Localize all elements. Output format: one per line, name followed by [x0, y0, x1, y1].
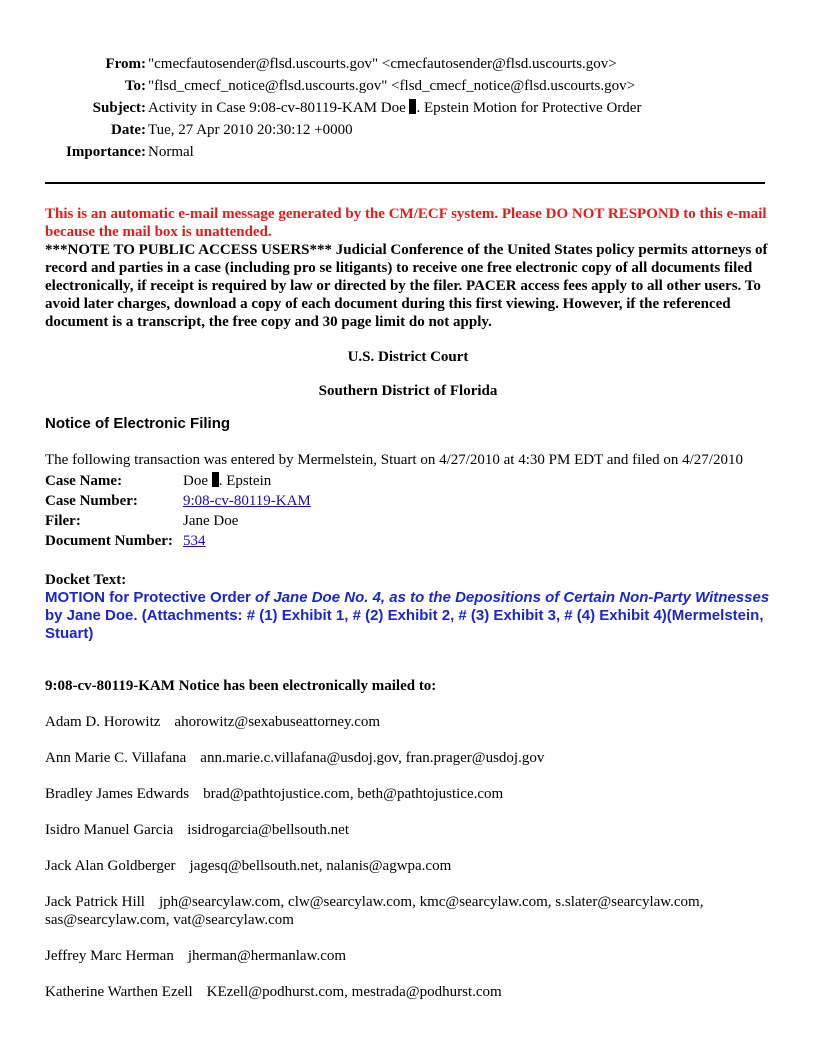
date-value: Tue, 27 Apr 2010 20:30:12 +0000 — [148, 122, 353, 138]
recipient-emails: ahorowitz@sexabuseattorney.com — [174, 714, 381, 730]
case-number-label: Case Number: — [45, 493, 138, 509]
recipient-emails: jph@searcylaw.com, clw@searcylaw.com, kmc@searcylaw.com, s.slater@searcylaw.com, sas@searcylaw.com, vat@searcylaw.com — [45, 894, 704, 928]
recipient-name: Bradley James Edwards — [45, 786, 190, 802]
subject-text-post: . Epstein Motion for Protective Order — [416, 100, 642, 116]
recipient-list — [45, 713, 771, 1001]
filer-label: Filer: — [45, 513, 81, 529]
importance-value: Normal — [148, 144, 194, 160]
filer-row — [45, 511, 313, 531]
recipient-emails: jagesq@bellsouth.net, nalanis@agwpa.com — [189, 858, 452, 874]
email-header — [0, 53, 720, 163]
recipient-name: Jeffrey Marc Herman — [45, 948, 174, 964]
court-name: U.S. District Court — [347, 349, 469, 365]
recipient-item — [45, 947, 771, 965]
mailed-to-heading: 9:08-cv-80119-KAM Notice has been electronically mailed to: — [45, 678, 437, 694]
redaction-box — [212, 472, 219, 487]
recipient-name: Isidro Manuel Garcia — [45, 822, 174, 838]
recipient-item — [45, 713, 771, 731]
date-row — [0, 119, 720, 141]
recipient-emails: jherman@hermanlaw.com — [187, 948, 347, 964]
from-label: From: — [105, 56, 146, 72]
transaction-text: The following transaction was entered by Mermelstein, Stuart on 4/27/2010 at 4:30 PM EDT and filed on 4/27/2010 — [45, 452, 743, 468]
docket-part1: MOTION for Protective Order — [45, 589, 256, 606]
case-name-label: Case Name: — [45, 473, 123, 489]
recipient-item — [45, 857, 771, 875]
docket-text-label: Docket Text: — [45, 572, 127, 588]
recipient-item — [45, 893, 771, 929]
from-value: "cmecfautosender@flsd.uscourts.gov" <cmecfautosender@flsd.uscourts.gov> — [148, 56, 617, 72]
recipient-name: Adam D. Horowitz — [45, 714, 161, 730]
docket-part3: by Jane Doe. (Attachments: # (1) Exhibit 1, # (2) Exhibit 2, # (3) Exhibit 3, # (4) Exhibit 4)(Mermelstein, Stuart) — [45, 607, 764, 642]
docket-part2: of Jane Doe No. 4, as to the Depositions of Certain Non-Party Witnesses — [255, 589, 770, 606]
date-label: Date: — [111, 122, 146, 138]
case-number-row — [45, 491, 313, 511]
case-name-value — [183, 471, 313, 491]
recipient-emails: brad@pathtojustice.com, beth@pathtojustice.com — [203, 786, 504, 802]
subject-label: Subject: — [92, 100, 146, 116]
recipient-item — [45, 983, 771, 1001]
docket-text — [45, 589, 771, 643]
district-name: Southern District of Florida — [318, 383, 498, 399]
importance-label: Importance: — [66, 144, 146, 160]
recipient-item — [45, 821, 771, 839]
nef-title: Notice of Electronic Filing — [45, 415, 231, 432]
recipient-emails: isidrogarcia@bellsouth.net — [187, 822, 349, 838]
header-divider — [45, 182, 765, 184]
to-label: To: — [124, 78, 146, 94]
to-row — [0, 75, 720, 97]
auto-message-warning: This is an automatic e-mail message generated by the CM/ECF system. Please DO NOT RESPOND to this e-mail because the mail box is unattended. — [45, 206, 767, 240]
subject-row — [0, 97, 720, 119]
filer-value: Jane Doe — [183, 513, 239, 529]
recipient-item — [45, 785, 771, 803]
subject-text-pre: Activity in Case 9:08-cv-80119-KAM Doe — [148, 100, 406, 116]
case-info-table — [45, 471, 313, 551]
document-number-cell — [183, 531, 313, 551]
recipient-emails: KEzell@podhurst.com, mestrada@podhurst.com — [206, 984, 502, 1000]
recipient-name: Ann Marie C. Villafana — [45, 750, 187, 766]
recipient-name: Jack Alan Goldberger — [45, 858, 176, 874]
from-row — [0, 53, 720, 75]
case-number-cell — [183, 491, 313, 511]
case-name-post: . Epstein — [218, 473, 272, 489]
case-name-row — [45, 471, 313, 491]
subject-value — [148, 97, 720, 119]
document-number-link[interactable]: 534 — [183, 533, 206, 549]
recipient-name: Katherine Warthen Ezell — [45, 984, 193, 1000]
message-body — [45, 205, 771, 1001]
recipient-item — [45, 749, 771, 767]
case-number-link[interactable]: 9:08-cv-80119-KAM — [183, 493, 311, 509]
to-value: "flsd_cmecf_notice@flsd.uscourts.gov" <flsd_cmecf_notice@flsd.uscourts.gov> — [148, 78, 636, 94]
recipient-emails: ann.marie.c.villafana@usdoj.gov, fran.prager@usdoj.gov — [200, 750, 545, 766]
recipient-name: Jack Patrick Hill — [45, 894, 145, 910]
importance-row — [0, 141, 720, 163]
document-number-label: Document Number: — [45, 533, 173, 549]
public-access-note: ***NOTE TO PUBLIC ACCESS USERS*** Judicial Conference of the United States policy permits attorneys of record and parties in a case (including pro se litigants) to receive one free electronic copy of all documents filed electronically, if receipt is required by law or directed by the filer. PACER access fees apply to all other users. To avoid later charges, download a copy of each document during this first viewing. However, if the referenced document is a transcript, the free copy and 30 page limit do not apply. — [45, 242, 768, 330]
case-name-pre: Doe — [183, 473, 208, 489]
document-number-row — [45, 531, 313, 551]
